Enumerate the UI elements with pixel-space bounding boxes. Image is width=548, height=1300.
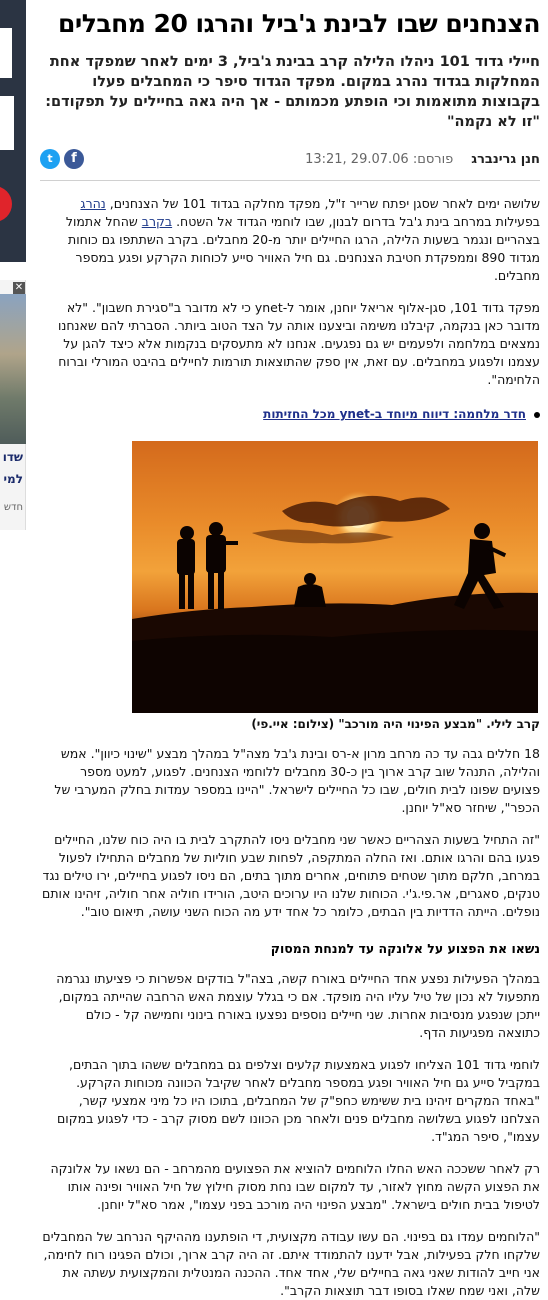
ad-graphic [0, 28, 12, 78]
related-link[interactable]: חדר מלחמה: דיווח מיוחד ב-ynet מכל החזיתות [263, 407, 526, 421]
article-title: הצנחנים שבו לבינת ג'ביל והרגו 20 מחבלים [57, 9, 540, 38]
inline-link[interactable]: נהרג [80, 196, 106, 211]
article-photo[interactable] [132, 441, 538, 713]
ad-text: חדש [3, 502, 23, 513]
byline [40, 146, 540, 172]
twitter-icon[interactable]: t [40, 149, 60, 169]
divider [40, 180, 540, 181]
article-subtitle: חיילי גדוד 101 ניהלו הלילה קרב בבינת ג'ביל, 3 ימים לאחר שמפקד אחת המחלקות בגדוד נהרג במקום. מפקד הגדוד סיפר כי המחבלים פעלו בקבוצות מתואמות וכי הופתע מכמותם - אך היה גאה בחיילים על תפקודם: "זו לא נקמה" [45, 54, 540, 130]
paragraph: "הלוחמים עמדו גם בפינוי. הם עשו עבודה מקצועית, די הופתענו מההיקף הנרחב של המחבלים שלקחו חלק בפעילות, אבל ידענו להתמודד איתם. זה היה קרב ארוך, וכולם הפגינו רוח לחימה, אני חייב להודות שאני גאה בחיילים שלי, אחד אחד. ההכנה המנטלית והמקצועית עשתה את שלה, ואני שמח שאלו בסופו דבר תוצאות הקרב". [42, 1229, 540, 1298]
section-heading: נשאו את הפצוע על אלונקה עד למנחת המסוק [270, 941, 540, 956]
related-link-item [40, 407, 540, 421]
publish-date: פורסם: 29.07.06 ,13:21 [305, 151, 454, 167]
side-ad-bottom[interactable] [0, 280, 26, 530]
photo-caption: קרב לילי. "מבצע הפינוי היה מורכב" (צילום: איי.פי) [251, 717, 540, 731]
ad-text: שדו [2, 450, 23, 464]
paragraph: רק לאחר ששככה האש החלו הלוחמים להוציא את הפצועים מהמרחב - הם נשאו על אלונקה את הפצוע הקשה מחוץ לאזור, עד למקום שבו נחת מסוק חילוץ של חיל האוויר ופינה אותו לטיפול בבית חולים בישראל. "מבצע הפינוי היה מורכב בפני עצמו", אמר סא"ל יוחנן. [50, 1161, 540, 1212]
ad-text: למי [3, 472, 23, 486]
facebook-icon[interactable]: f [64, 149, 84, 169]
close-icon[interactable]: ✕ [14, 282, 24, 293]
sunset-soldiers-image [132, 441, 538, 713]
ad-graphic [0, 96, 14, 150]
side-ad-top[interactable] [0, 0, 26, 262]
bullet-icon [534, 412, 540, 418]
paragraph: 18 חללים גבה עד כה מרחב מרון א-רס ובינת ג'בל מצה"ל במהלך מבצע "שינוי כיוון". אמש והלילה, התנהל שוב קרב ארוך בין כ-30 מחבלים ללוחמי הצנחנים. לפגוע, למעט מספר פצועים שפונו לבית חולים, שבו כל החיילים לישראל. "היינו במספר עמדות בחלק המערבי של הכפר", שיחזר סא"ל יוחנן. [54, 746, 540, 815]
author-name[interactable]: חנן גרינברג [471, 151, 540, 167]
ad-red-circle [0, 186, 12, 222]
paragraph: שלושה ימים לאחר שסגן יפתח שרייר ז"ל, מפקד מחלקה בגדוד 101 של הצנחנים, נהרג בפעילות במרחב בינת ג'בל בדרום לבנון, שבו לוחמי הגדוד אל השטח. בקרב שהחל אתמול בצהריים ונגמר בשעות הלילה, הרגו החיילים יותר מ-20 מחבלים. בקרב השתתפו גם כוחות מגדוד 890 וממפקדת חטיבת הצנחנים. גם חיל האוויר סייע לכוחות הקרקע ופגע במספר מחבלים. [65, 196, 540, 283]
paragraph: לוחמי גדוד 101 הצליחו לפגוע באמצעות קלעים וצלפים גם במחבלים ששהו בתוך הבתים, במקביל סייע גם חיל האוויר ופגע במספר מחבלים לאחר שקיבל הכוונה מכוחות הקרקע. "באחד המקרים זיהינו בית ששימש כחפ"ק של המחבלים, בתוכו היו כל מיני אמצעי קשר, הצלחנו לפגוע בשלושה מחבלים פנים ולאחר מכן הכוונו לשם מסוק קרב - כדי לפגוע במקום עצמו", סיפר המג"ד. [57, 1057, 540, 1144]
share-buttons [40, 149, 84, 169]
paragraph: מפקד גדוד 101, סגן-אלוף אריאל יוחנן, אומר ל-ynet כי לא מדובר ב"סגירת חשבון". "לא מדובר כאן בנקמה, קיבלנו משימה וביצענו אותה על הצד הטוב ביותר. הסברתי להם שאנחנו נמצאים במלחמה ולפעמים יש גם נפגעים. אנחנו לא מתעסקים בנקמות אלא כיצד להגן על עצמנו ולפגוע במחבלים. עם זאת, אין ספק שהתוצאות תורמות לחיילים בהיבט המורלי וברוח הלחימה". [57, 300, 540, 387]
article [40, 0, 540, 1300]
ad-building-image [0, 294, 26, 444]
paragraph: במהלך הפעילות נפצע אחד החיילים באורח קשה, בצה"ל בודקים אפשרות כי פציעתו נגרמה מתפעול לא נכון של טיל עליו היה מופקד. אם כי בגלל עוצמת האש הרחבה שהייתה במקום, ייתכן שנפגע מנסיבות אחרות. שני חיילים נוספים נפצעו באורח בינוני וחמישה קל - כולם כתוצאה מפגיעות הדף. [56, 971, 540, 1040]
inline-link[interactable]: בקרב [141, 214, 173, 229]
paragraph: "זה התחיל בשעות הצהריים כאשר שני מחבלים ניסו להתקרב לבית בו היה כוח שלנו, החיילים פגעו בהם והרגו אותם. ואז החלה המתקפה, לפחות שבע חוליות של מחבלים התחילו לפעול במרחב, חלקם מתוך שטחים פתוחים, אחרים מתוך בתים, הם ניסו לפגוע בחיילים, ירו טילים נגד טנקים, סאגרים, אר.פי.ג'י. הכוחות שלנו היו ערוכים היטב, הורידו חוליה אחר חוליה, זיהינו אותם נופלים. הייתה הדדיות בין הבתים, כלומר כל אחד ידע מה הכוח השני עושה, תיאום טוב". [42, 832, 540, 919]
